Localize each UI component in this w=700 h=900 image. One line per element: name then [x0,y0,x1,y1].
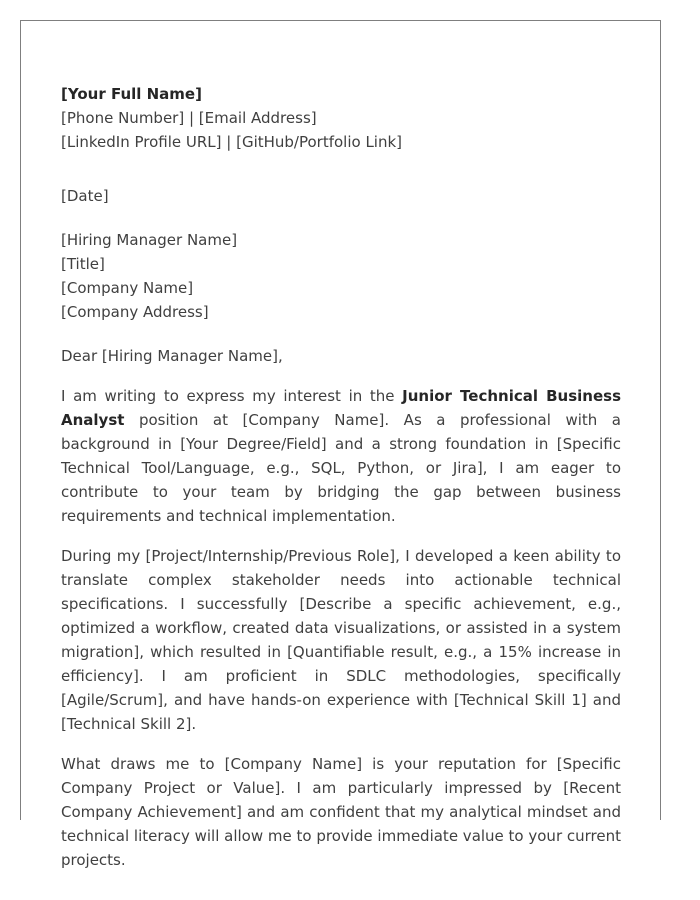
sender-full-name: [Your Full Name] [61,85,202,103]
recipient-address: [Company Address] [61,303,209,321]
greeting-text: Dear [Hiring Manager Name], [61,347,283,365]
recipient-block [61,228,621,324]
recipient-name: [Hiring Manager Name] [61,231,238,249]
sender-contact-line: [Phone Number] | [Email Address] [61,109,317,127]
cover-letter-body [61,82,621,872]
recipient-company: [Company Name] [61,279,194,297]
paragraph-intro-lead: I am writing to express my interest in the [61,387,403,405]
paragraph-experience: During my [Project/Internship/Previous Role], I developed a keen ability to translate complex stakeholder needs into actionable technical specifications. I successfully [Describe a specific achievement, e.g., optimized a workflow, created data visualizations, or assisted in a system migration], which resulted in [Quantifiable result, e.g., a 15% increase in efficiency]. I am proficient in SDLC methodologies, specifically [Agile/Scrum], and have hands-on experience with [Technical Skill 1] and [Technical Skill 2]. [61,547,621,733]
date-block [61,184,621,208]
letter-date: [Date] [61,187,109,205]
paragraph-motivation: What draws me to [Company Name] is your reputation for [Specific Company Project or Value]. I am particularly impressed by [Recent Company Achievement] and am confident that my analytical mindset and technical literacy will allow me to provide immediate value to your current projects. [61,755,621,869]
paragraph-intro [61,384,621,528]
sender-links-line: [LinkedIn Profile URL] | [GitHub/Portfolio Link] [61,133,403,151]
document-page [20,20,661,869]
greeting [61,344,621,368]
paragraph-intro-rest: position at [Company Name]. As a professional with a background in [Your Degree/Field] and a strong foundation in [Specific Technical Tool/Language, e.g., SQL, Python, or Jira], I am eager to contribute to your team by bridging the gap between business requirements and technical implementation. [61,411,621,525]
recipient-title: [Title] [61,255,105,273]
position-title: Junior Technical Business Analyst [61,387,622,429]
sender-block [61,82,621,154]
